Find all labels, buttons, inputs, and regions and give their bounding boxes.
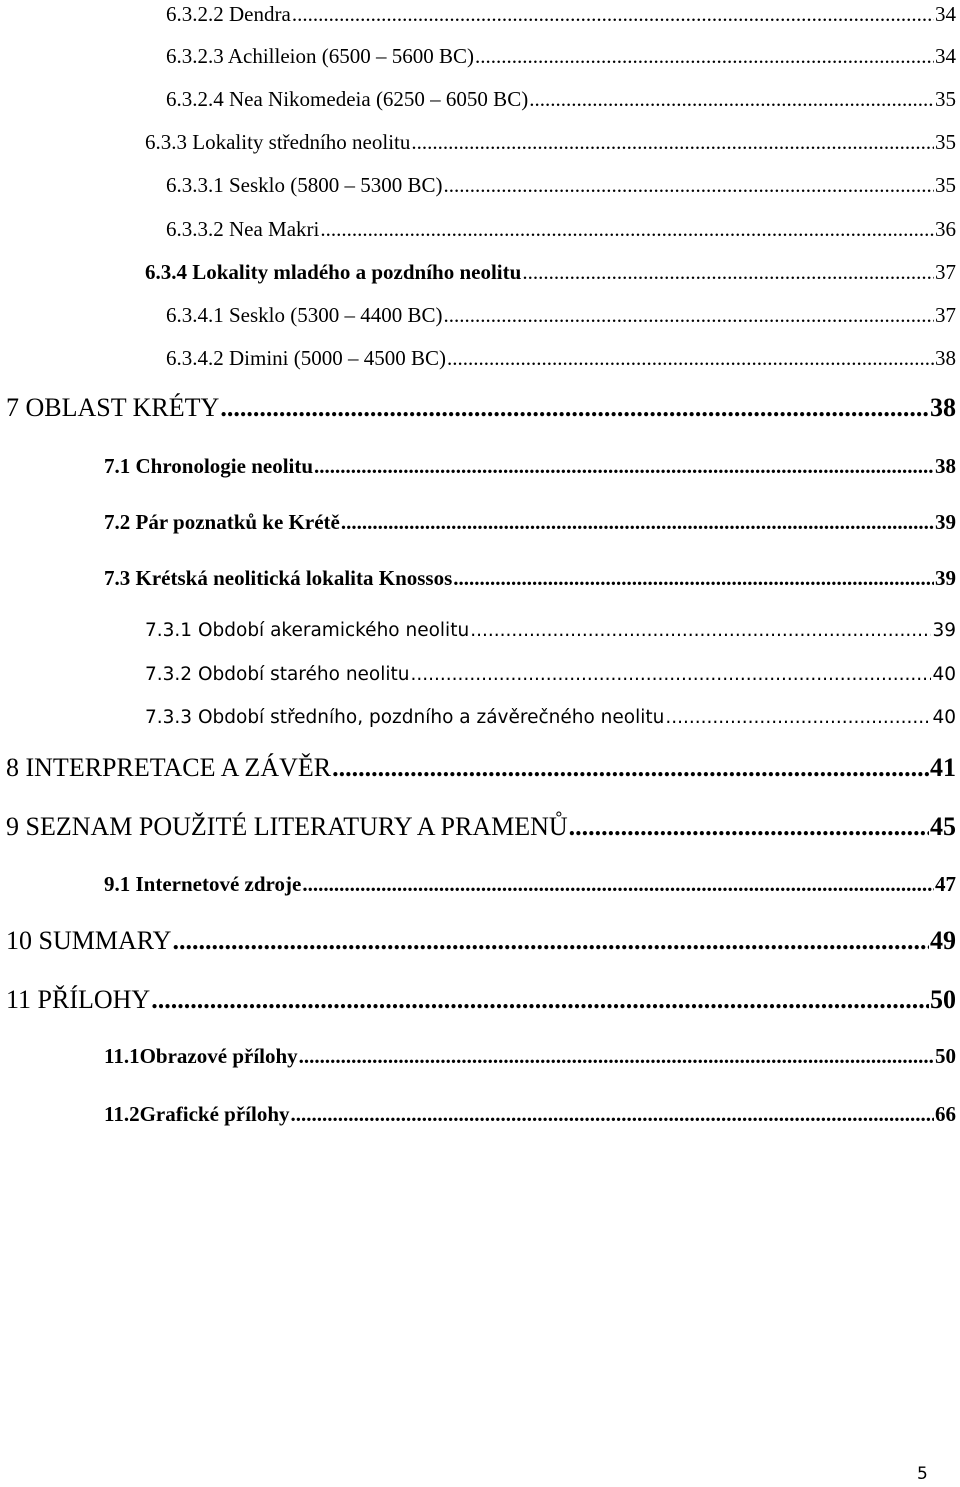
- toc-entry[interactable]: [104, 566, 956, 590]
- toc-entry-label: Grafické přílohy: [139, 1102, 290, 1126]
- toc-entry-page: 38: [935, 454, 956, 478]
- toc-entry-page: 38: [935, 346, 956, 370]
- toc-entry-label: 7.3.2 Období starého neolitu: [145, 664, 410, 685]
- toc-leader-dots: [470, 620, 931, 641]
- toc-entry-label: 7.2 Pár poznatků ke Krétě: [104, 510, 340, 534]
- toc-entry-label: 6.3.2.3 Achilleion (6500 – 5600 BC): [166, 44, 474, 68]
- toc-entry[interactable]: [145, 620, 956, 641]
- toc-entry-page: 39: [935, 566, 956, 590]
- toc-entry-page: 49: [930, 926, 956, 955]
- toc-entry[interactable]: [145, 664, 956, 685]
- toc-entry-label: 9 SEZNAM POUŽITÉ LITERATURY A PRAMENŮ: [6, 812, 568, 841]
- toc-entry-page: 66: [935, 1102, 956, 1126]
- toc-entry-page: 50: [935, 1044, 956, 1068]
- toc-entry[interactable]: [166, 87, 956, 111]
- toc-entry[interactable]: [166, 2, 956, 26]
- toc-entry-label: 6.3.3 Lokality středního neolitu: [145, 130, 411, 154]
- toc-entry-page: 45: [930, 812, 956, 841]
- toc-entry-page: 36: [935, 217, 956, 241]
- toc-entry-page: 41: [930, 753, 956, 782]
- toc-leader-dots: [320, 217, 934, 241]
- toc-entry[interactable]: [166, 346, 956, 370]
- toc-entry-label: 7 OBLAST KRÉTY: [6, 393, 220, 422]
- toc-leader-dots: [151, 985, 929, 1015]
- toc-entry-page: 35: [935, 173, 956, 197]
- toc-leader-dots: [447, 346, 934, 370]
- toc-entry-label: 6.3.2.2 Dendra: [166, 2, 291, 26]
- toc-entry-label: 6.3.4.1 Sesklo (5300 – 4400 BC): [166, 303, 443, 327]
- toc-entry-page: 50: [930, 985, 956, 1014]
- toc-entry[interactable]: [166, 217, 956, 241]
- toc-leader-dots: [291, 1102, 935, 1126]
- toc-entry[interactable]: [104, 454, 956, 478]
- toc-leader-dots: [411, 130, 934, 154]
- toc-entry[interactable]: [145, 707, 956, 728]
- toc-leader-dots: [314, 454, 934, 478]
- toc-entry-page: 47: [935, 872, 956, 896]
- toc-leader-dots: [220, 393, 929, 423]
- toc-chapter-entry[interactable]: [6, 753, 956, 783]
- toc-entry-label: 6.3.2.4 Nea Nikomedeia (6250 – 6050 BC): [166, 87, 529, 111]
- toc-entry[interactable]: [104, 1044, 956, 1068]
- toc-leader-dots: [299, 1044, 934, 1068]
- toc-entry-label: 9.1 Internetové zdroje: [104, 872, 302, 896]
- toc-entry-label: 7.3 Krétská neolitická lokalita Knossos: [104, 566, 453, 590]
- toc-leader-dots: [332, 753, 929, 783]
- toc-entry-page: 39: [935, 510, 956, 534]
- toc-leader-dots: [569, 812, 929, 842]
- toc-entry[interactable]: [166, 303, 956, 327]
- toc-entry[interactable]: [104, 1102, 956, 1126]
- toc-entry-page: 37: [935, 303, 956, 327]
- toc-entry-label: 7.1 Chronologie neolitu: [104, 454, 314, 478]
- toc-leader-dots: [341, 510, 934, 534]
- toc-leader-dots: [411, 664, 932, 685]
- toc-entry[interactable]: [104, 510, 956, 534]
- toc-entry[interactable]: [166, 44, 956, 68]
- toc-entry-page: 40: [932, 707, 956, 728]
- toc-entry-label: 10 SUMMARY: [6, 926, 172, 955]
- toc-leader-dots: [444, 173, 934, 197]
- toc-leader-dots: [475, 44, 934, 68]
- toc-leader-dots: [522, 260, 934, 284]
- toc-entry-label: 6.3.3.1 Sesklo (5800 – 5300 BC): [166, 173, 443, 197]
- toc-entry-label: 7.3.1 Období akeramického neolitu: [145, 620, 470, 641]
- toc-entry-label: Obrazové přílohy: [139, 1044, 298, 1068]
- toc-entry-page: 34: [935, 2, 956, 26]
- toc-leader-dots: [444, 303, 934, 327]
- toc-entry-page: 38: [930, 393, 956, 422]
- toc-chapter-entry[interactable]: [6, 985, 956, 1015]
- toc-entry-label: 8 INTERPRETACE A ZÁVĚR: [6, 753, 332, 782]
- toc-entry-page: 34: [935, 44, 956, 68]
- toc-entry-page: 40: [932, 664, 956, 685]
- toc-leader-dots: [453, 566, 934, 590]
- toc-entry-label: 11 PŘÍLOHY: [6, 985, 151, 1014]
- toc-entry-page: 35: [935, 130, 956, 154]
- toc-entry[interactable]: [145, 260, 956, 284]
- toc-entry-page: 39: [932, 620, 956, 641]
- toc-leader-dots: [529, 87, 934, 111]
- toc-entry-label: 6.3.3.2 Nea Makri: [166, 217, 320, 241]
- toc-leader-dots: [292, 2, 934, 26]
- toc-entry-page: 37: [935, 260, 956, 284]
- page-number: 5: [917, 1464, 928, 1484]
- toc-entry-page: 35: [935, 87, 956, 111]
- toc-leader-dots: [302, 872, 934, 896]
- toc-entry[interactable]: [166, 173, 956, 197]
- toc-chapter-entry[interactable]: [6, 812, 956, 842]
- toc-entry-number: 11.2: [104, 1102, 140, 1126]
- toc-entry-label: 7.3.3 Období středního, pozdního a závěrečného neolitu: [145, 707, 665, 728]
- toc-chapter-entry[interactable]: [6, 393, 956, 423]
- toc-entry-number: 11.1: [104, 1044, 140, 1068]
- toc-chapter-entry[interactable]: [6, 926, 956, 956]
- toc-leader-dots: [172, 926, 929, 956]
- toc-entry-label: 6.3.4 Lokality mladého a pozdního neolitu: [145, 260, 522, 284]
- toc-entry-label: 6.3.4.2 Dimini (5000 – 4500 BC): [166, 346, 447, 370]
- toc-entry[interactable]: [104, 872, 956, 896]
- toc-leader-dots: [665, 707, 931, 728]
- toc-entry[interactable]: [145, 130, 956, 154]
